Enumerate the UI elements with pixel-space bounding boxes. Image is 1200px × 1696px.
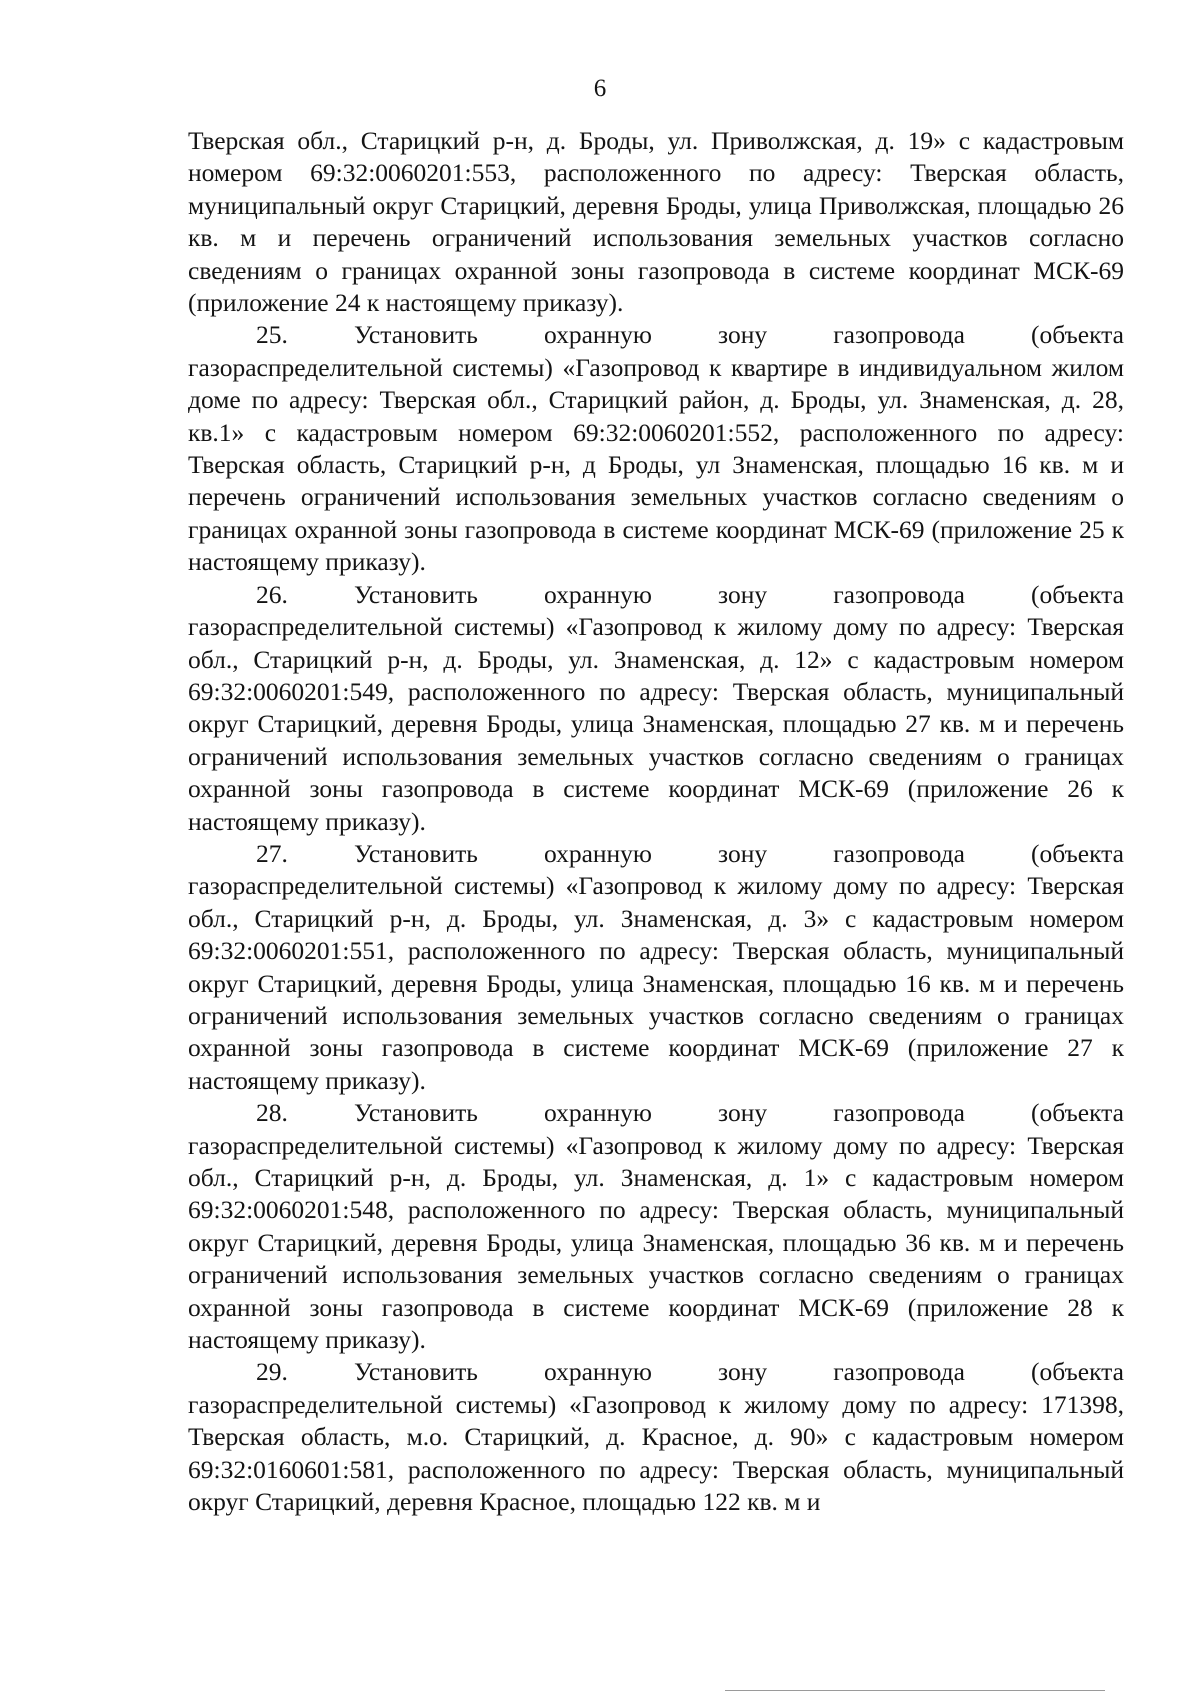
item-word: (объекта bbox=[1031, 838, 1124, 868]
page-number: 6 bbox=[593, 75, 607, 102]
item-first-line bbox=[188, 838, 1124, 870]
item-word: газопровода bbox=[833, 579, 965, 609]
item-text: газораспределительной системы) «Газопровод к жилому дому по адресу: 171398, Тверская область, м.о. Старицкий, д. Красное, д. 90» с кадастровым номером 69:32:0160601:581, расположенного по адресу: Тверская область, муниципальный округ Старицкий, деревня Красное, площадью 122 кв. м и bbox=[188, 1389, 1124, 1517]
item-word: зону bbox=[718, 320, 768, 350]
item-28 bbox=[188, 1097, 1124, 1356]
item-number: 25. bbox=[256, 320, 288, 350]
item-26 bbox=[188, 579, 1124, 838]
item-first-line bbox=[188, 579, 1124, 611]
item-text: газораспределительной системы) «Газопровод к жилому дому по адресу: Тверская обл., Старицкий р-н, д. Броды, ул. Знаменская, д. 3» с кадастровым номером 69:32:0060201:551, расположенного по адресу: Тверская область, муниципальный округ Старицкий, деревня Броды, улица Знаменская, площадью 16 кв. м и перечень ограничений использования земельных участков согласно сведениям о границах охранной зоны газопровода в системе координат МСК-69 (приложение 27 к настоящему приказу). bbox=[188, 871, 1124, 1095]
item-number: 26. bbox=[256, 579, 288, 609]
intro-paragraph: Тверская обл., Старицкий р-н, д. Броды, ул. Приволжская, д. 19» с кадастровым номером 69:32:0060201:553, расположенного по адресу: Тверская область, муниципальный округ Старицкий, деревня Броды, улица Приволжская, площадью 26 кв. м и перечень ограничений использования земельных участков согласно сведениям о границах охранной зоны газопровода в системе координат МСК-69 (приложение 24 к настоящему приказу). bbox=[188, 126, 1124, 318]
item-word: охранную bbox=[543, 1357, 652, 1387]
item-word: (объекта bbox=[1031, 320, 1124, 350]
document-body bbox=[188, 125, 1124, 1518]
item-word: зону bbox=[718, 579, 768, 609]
item-text: газораспределительной системы) «Газопровод к жилому дому по адресу: Тверская обл., Старицкий р-н, д. Броды, ул. Знаменская, д. 1» с кадастровым номером 69:32:0060201:548, расположенного по адресу: Тверская область, муниципальный округ Старицкий, деревня Броды, улица Знаменская, площадью 36 кв. м и перечень ограничений использования земельных участков согласно сведениям о границах охранной зоны газопровода в системе координат МСК-69 (приложение 28 к настоящему приказу). bbox=[188, 1130, 1124, 1355]
footer-rule bbox=[725, 1690, 1105, 1691]
item-27 bbox=[188, 838, 1124, 1097]
item-word: Установить bbox=[353, 1357, 478, 1387]
item-word: газопровода bbox=[833, 1098, 965, 1128]
item-29 bbox=[188, 1356, 1124, 1518]
item-text: газораспределительной системы) «Газопровод к квартире в индивидуальном жилом доме по адресу: Тверская обл., Старицкий район, д. Броды, ул. Знаменская, д. 28, кв.1» с кадастровым номером 69:32:0060201:552, расположенного по адресу: Тверская область, Старицкий р-н, д Броды, ул Знаменская, площадью 16 кв. м и перечень ограничений использования земельных участков согласно сведениям о границах охранной зоны газопровода в системе координат МСК-69 (приложение 25 к настоящему приказу). bbox=[188, 352, 1124, 577]
item-first-line bbox=[188, 1356, 1124, 1388]
item-word: зону bbox=[718, 1098, 768, 1128]
item-text: газораспределительной системы) «Газопровод к жилому дому по адресу: Тверская обл., Старицкий р-н, д. Броды, ул. Знаменская, д. 12» с кадастровым номером 69:32:0060201:549, расположенного по адресу: Тверская область, муниципальный округ Старицкий, деревня Броды, улица Знаменская, площадью 27 кв. м и перечень ограничений использования земельных участков согласно сведениям о границах охранной зоны газопровода в системе координат МСК-69 (приложение 26 к настоящему приказу). bbox=[188, 612, 1124, 836]
item-word: охранную bbox=[543, 579, 652, 609]
item-number: 28. bbox=[256, 1098, 288, 1128]
item-word: Установить bbox=[353, 838, 478, 868]
item-word: Установить bbox=[353, 1098, 478, 1128]
item-word: зону bbox=[718, 1357, 768, 1387]
item-number: 27. bbox=[256, 838, 288, 868]
item-word: охранную bbox=[543, 1098, 652, 1128]
item-number: 29. bbox=[256, 1357, 288, 1387]
item-word: охранную bbox=[543, 320, 652, 350]
item-word: охранную bbox=[543, 838, 652, 868]
item-word: газопровода bbox=[833, 838, 965, 868]
item-word: (объекта bbox=[1031, 579, 1124, 609]
item-25 bbox=[188, 319, 1124, 578]
item-word: (объекта bbox=[1031, 1357, 1124, 1387]
item-first-line bbox=[188, 1097, 1124, 1129]
item-first-line bbox=[188, 319, 1124, 351]
item-word: газопровода bbox=[833, 1357, 965, 1387]
item-word: зону bbox=[718, 838, 768, 868]
item-word: газопровода bbox=[833, 320, 965, 350]
item-word: (объекта bbox=[1031, 1098, 1124, 1128]
item-word: Установить bbox=[353, 579, 478, 609]
item-word: Установить bbox=[353, 320, 478, 350]
